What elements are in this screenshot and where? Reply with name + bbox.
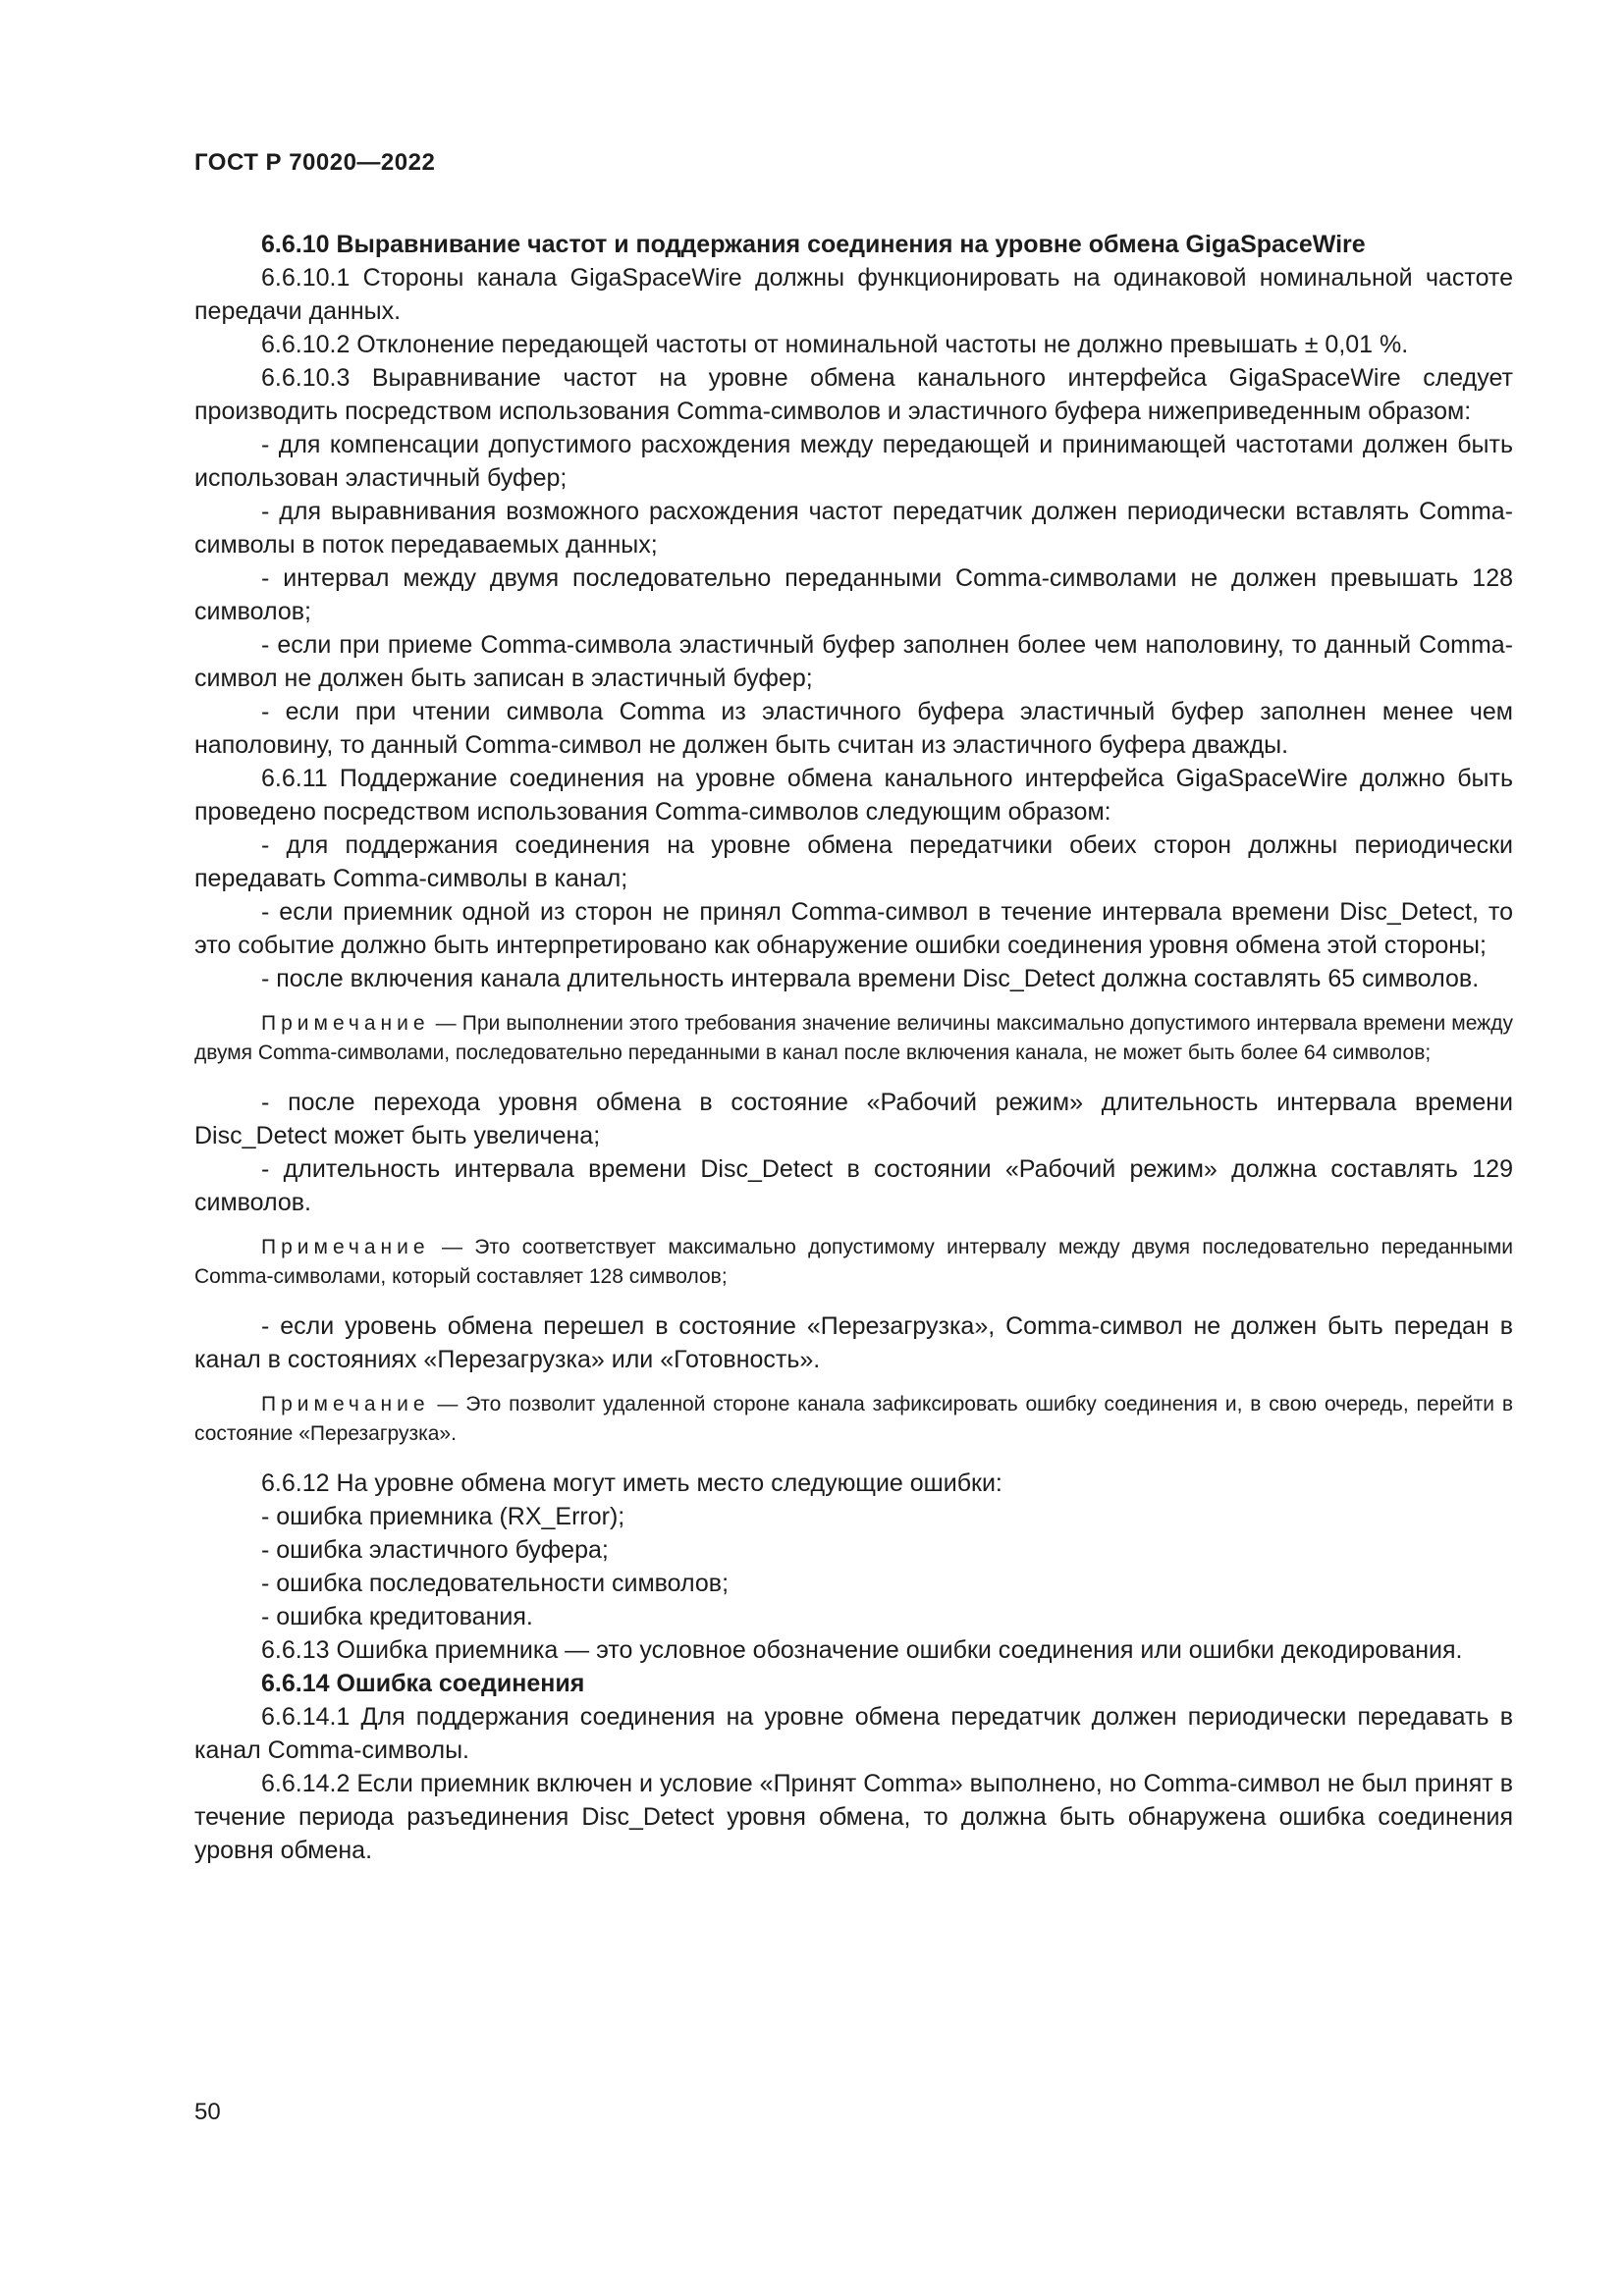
paragraph: 6.6.11 Поддержание соединения на уровне обмена канального интерфейса GigaSpaceWire должно быть проведено посредством использования Comma-символов следующим образом:: [194, 765, 1513, 826]
paragraph: 6.6.10.2 Отклонение передающей частоты от номинальной частоты не должно превышать ± 0,01 %.: [261, 331, 1409, 358]
paragraph: 6.6.10.3 Выравнивание частот на уровне обмена канального интерфейса GigaSpaceWire следует производить посредством использования Comma-символов и эластичного буфера нижеприведенным образом:: [194, 364, 1513, 425]
note-label: Примечание: [261, 1012, 430, 1035]
note: [194, 1233, 1513, 1292]
list-item: - если при приеме Comma-символа эластичный буфер заполнен более чем наполовину, то данный Comma-символ не должен быть записан в эластичный буфер;: [194, 631, 1513, 692]
note-label: Примечание: [261, 1236, 430, 1258]
list-item: - для выравнивания возможного расхождения частот передатчик должен периодически вставлять Comma-символы в поток передаваемых данных;: [194, 498, 1513, 559]
list-item: - ошибка кредитования.: [261, 1603, 533, 1630]
note: [194, 1009, 1513, 1068]
paragraph: 6.6.14.2 Если приемник включен и условие «Принят Comma» выполнено, но Comma-символ не был принят в течение периода разъединения Disc_Detect уровня обмена, то должна быть обнаружена ошибка соединения уровня обмена.: [194, 1770, 1513, 1864]
list-item: - ошибка последовательности символов;: [261, 1570, 730, 1597]
list-item: - если приемник одной из сторон не принял Comma-символ в течение интервала времени Disc_Detect, то это событие должно быть интерпретировано как обнаружение ошибки соединения уровня обмена этой стороны;: [194, 898, 1513, 959]
list-item: - если при чтении символа Comma из эластичного буфера эластичный буфер заполнен менее чем наполовину, то данный Comma-символ не должен быть считан из эластичного буфера дважды.: [194, 698, 1513, 759]
note-text: — Это соответствует максимально допустимому интервалу между двумя последовательно переданными Comma-символами, который составляет 128 символов;: [194, 1236, 1513, 1288]
note-label: Примечание: [261, 1393, 430, 1415]
section-heading: 6.6.10 Выравнивание частот и поддержания соединения на уровне обмена GigaSpaceWire: [261, 231, 1366, 258]
page-number: 50: [194, 2099, 221, 2125]
section-heading: 6.6.14 Ошибка соединения: [261, 1670, 585, 1697]
note: [194, 1390, 1513, 1449]
list-item: - для поддержания соединения на уровне обмена передатчики обеих сторон должны периодически передавать Comma-символы в канал;: [194, 831, 1513, 892]
document-body: [194, 228, 1513, 1867]
list-item: - после включения канала длительность интервала времени Disc_Detect должна составлять 65 символов.: [261, 965, 1480, 992]
list-item: - ошибка приемника (RX_Error);: [261, 1503, 625, 1530]
list-item: - для компенсации допустимого расхождения между передающей и принимающей частотами должен быть использован эластичный буфер;: [194, 431, 1513, 492]
paragraph: 6.6.12 На уровне обмена могут иметь место следующие ошибки:: [261, 1469, 1002, 1497]
paragraph: 6.6.13 Ошибка приемника — это условное обозначение ошибки соединения или ошибки декодирования.: [261, 1636, 1463, 1664]
paragraph: 6.6.10.1 Стороны канала GigaSpaceWire должны функционировать на одинаковой номинальной частоте передачи данных.: [194, 264, 1513, 325]
list-item: - если уровень обмена перешел в состояние «Перезагрузка», Comma-символ не должен быть передан в канал в состояниях «Перезагрузка» или «Готовность».: [194, 1312, 1513, 1373]
note-text: — Это позволит удаленной стороне канала зафиксировать ошибку соединения и, в свою очередь, перейти в состояние «Перезагрузка».: [194, 1393, 1513, 1445]
list-item: - длительность интервала времени Disc_Detect в состоянии «Рабочий режим» должна составлять 129 символов.: [194, 1155, 1513, 1216]
paragraph: 6.6.14.1 Для поддержания соединения на уровне обмена передатчик должен периодически передавать в канал Comma-символы.: [194, 1703, 1513, 1764]
list-item: - после перехода уровня обмена в состояние «Рабочий режим» длительность интервала времени Disc_Detect может быть увеличена;: [194, 1089, 1513, 1149]
note-text: — При выполнении этого требования значение величины максимально допустимого интервала времени между двумя Comma-символами, последовательно переданными в канал после включения канала, не может быть более 64 символов;: [194, 1012, 1513, 1064]
document-header: ГОСТ Р 70020—2022: [194, 149, 436, 176]
list-item: - ошибка эластичного буфера;: [261, 1536, 609, 1564]
list-item: - интервал между двумя последовательно переданными Comma-символами не должен превышать 128 символов;: [194, 564, 1513, 625]
